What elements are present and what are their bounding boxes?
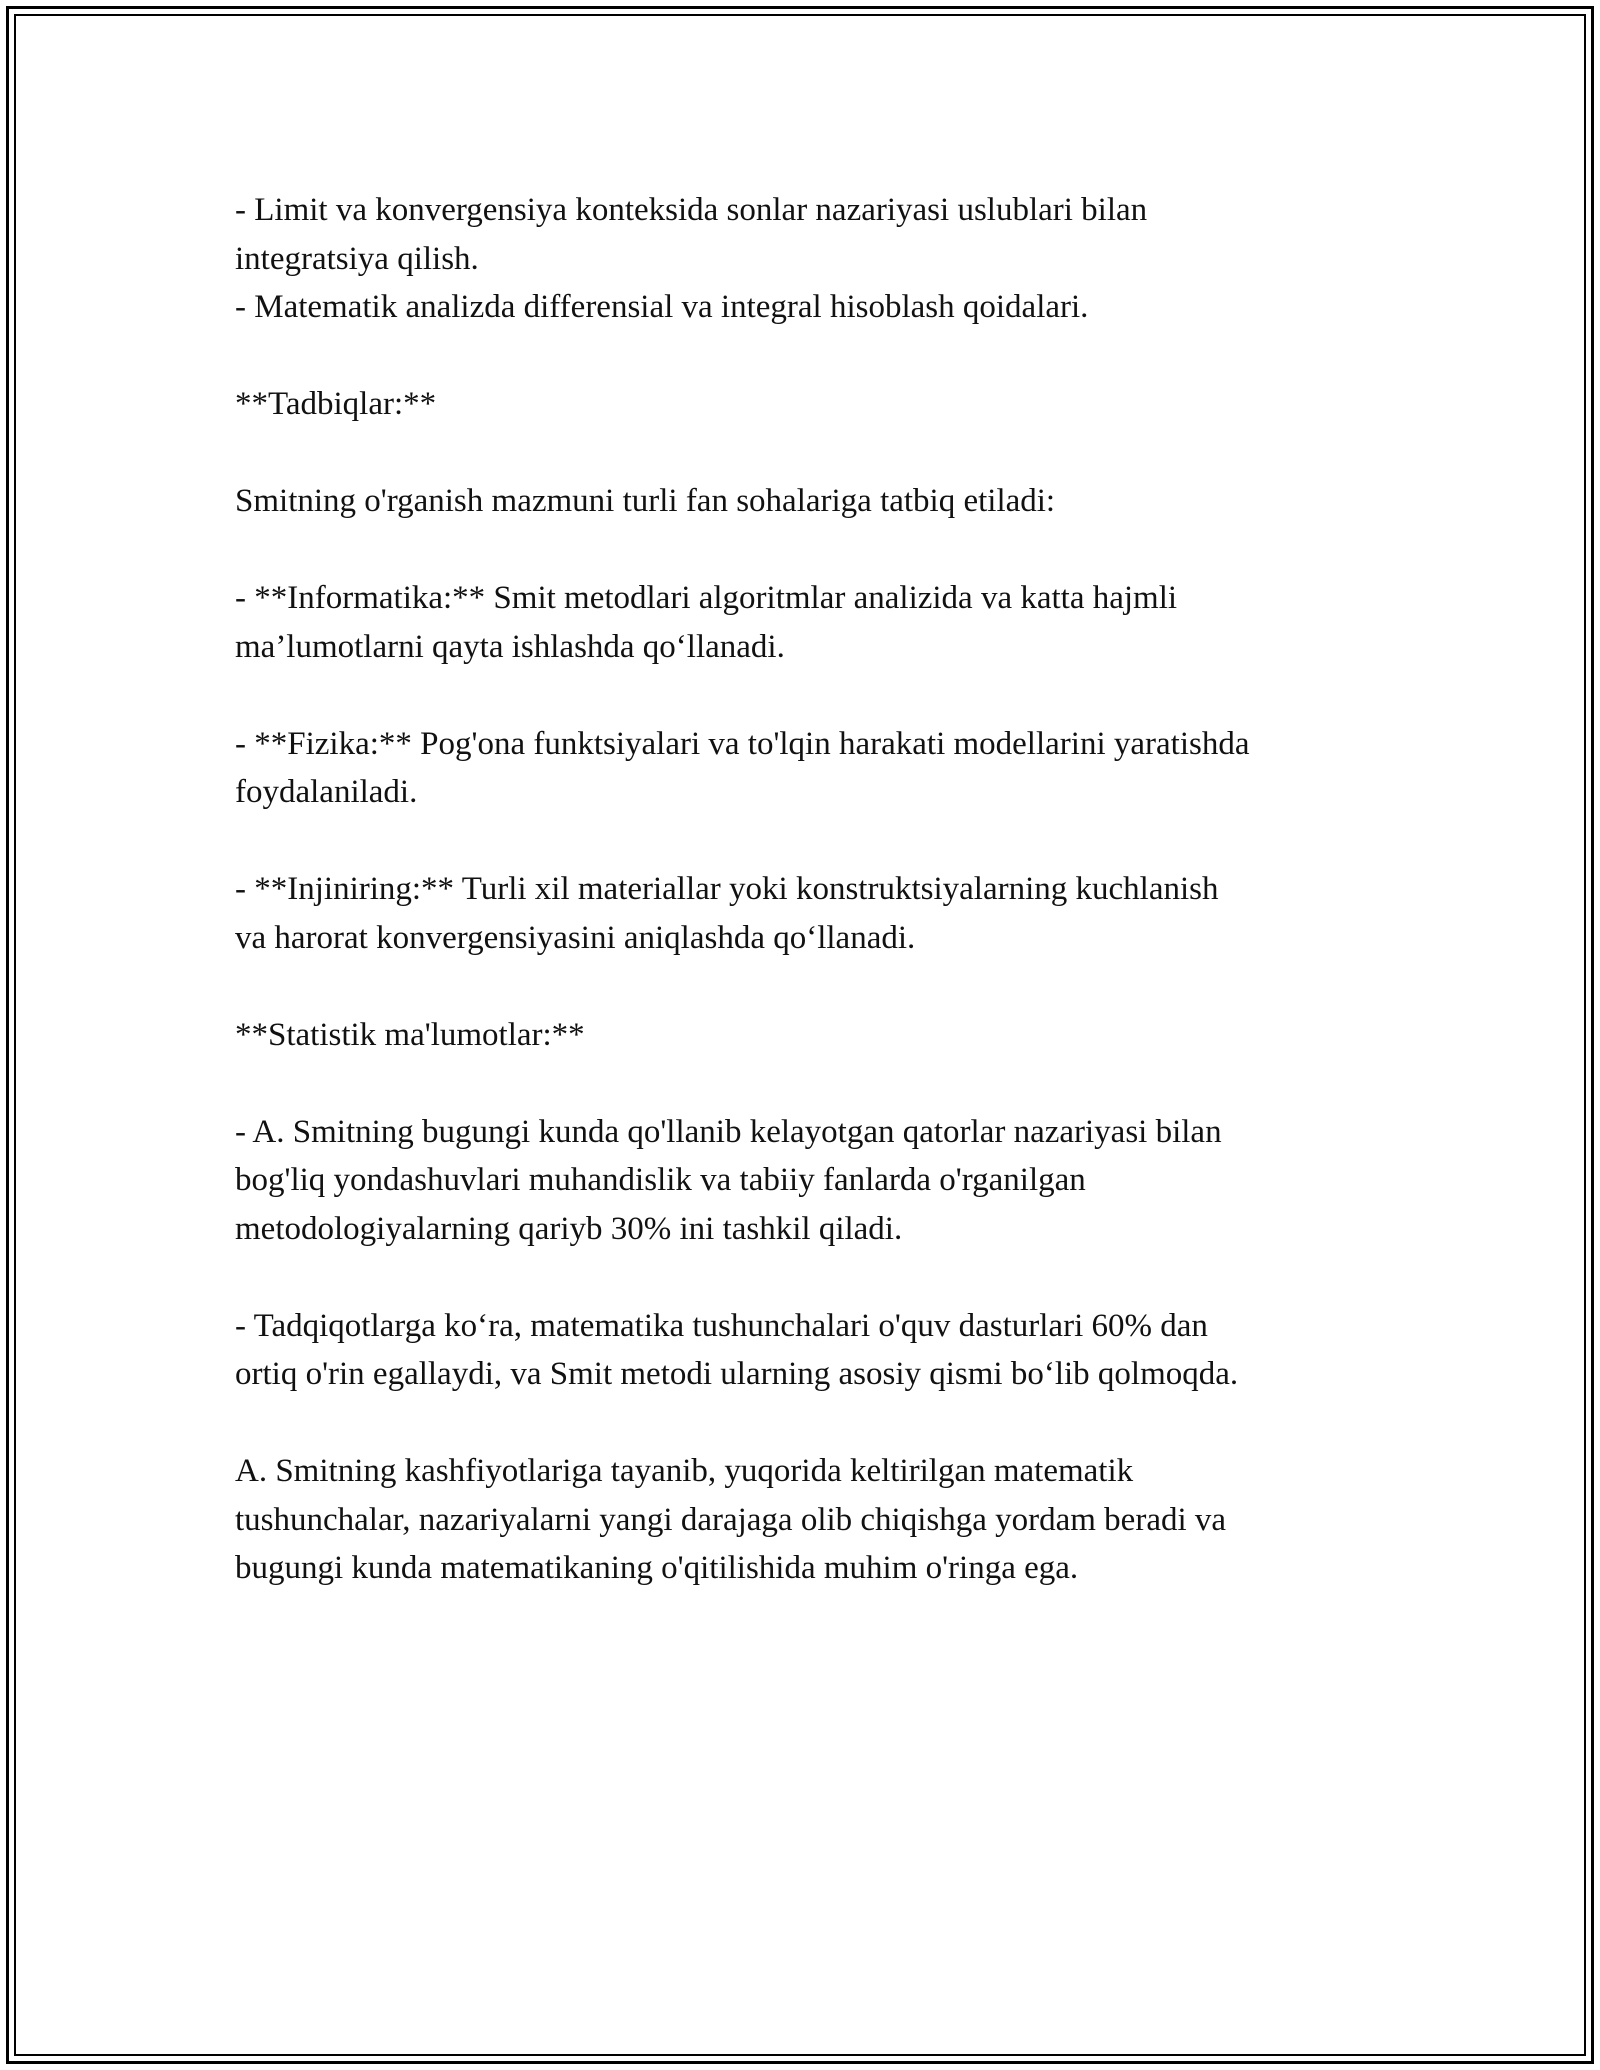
list-item-informatika: - **Informatika:** Smit metodlari algoritmlar analizida va katta hajmli: [235, 580, 1178, 616]
text-line: va harorat konvergensiyasini aniqlashda qo‘llanadi.: [235, 919, 916, 956]
blank-line: [235, 1399, 1385, 1448]
text-line: - Matematik analizda differensial va integral hisoblash qoidalari.: [235, 289, 1089, 325]
blank-line: [235, 1253, 1385, 1302]
list-item-statistic-1: - A. Smitning bugungi kunda qo'llanib kelayotgan qatorlar nazariyasi bilan: [235, 1113, 1222, 1150]
blank-line: [235, 1059, 1385, 1108]
blank-line: [235, 332, 1385, 381]
conclusion-paragraph: A. Smitning kashfiyotlariga tayanib, yuqorida keltirilgan matematik: [235, 1453, 1134, 1489]
blank-line: [235, 429, 1385, 478]
text-line: Smitning o'rganish mazmuni turli fan sohalariga tatbiq etiladi:: [235, 483, 1056, 519]
section-heading-statistik: **Statistik ma'lumotlar:**: [235, 1016, 585, 1053]
list-item-statistic-2: - Tadqiqotlarga ko‘ra, matematika tushunchalari o'quv dasturlari 60% dan: [235, 1307, 1208, 1344]
document-body: [235, 186, 1385, 1593]
blank-line: [235, 817, 1385, 866]
text-line: foydalaniladi.: [235, 774, 418, 810]
text-line: integratsiya qilish.: [235, 240, 479, 277]
text-line: bog'liq yondashuvlari muhandislik va tabiiy fanlarda o'rganilgan: [235, 1162, 1086, 1198]
list-item-injiniring: - **Injiniring:** Turli xil materiallar yoki konstruktsiyalarning kuchlanish: [235, 871, 1219, 907]
section-heading-tadbiqlar: **Tadbiqlar:**: [235, 386, 437, 422]
blank-line: [235, 526, 1385, 575]
text-line: metodologiyalarning qariyb 30% ini tashkil qiladi.: [235, 1210, 903, 1247]
text-line: ortiq o'rin egallaydi, va Smit metodi ularning asosiy qismi bo‘lib qolmoqda.: [235, 1356, 1239, 1392]
text-line: - Limit va konvergensiya konteksida sonlar nazariyasi uslublari bilan: [235, 192, 1148, 228]
blank-line: [235, 962, 1385, 1011]
text-line: ma’lumotlarni qayta ishlashda qo‘llanadi.: [235, 628, 785, 665]
blank-line: [235, 671, 1385, 720]
list-item-fizika: - **Fizika:** Pog'ona funktsiyalari va to'lqin harakati modellarini yaratishda: [235, 725, 1250, 762]
text-line: bugungi kunda matematikaning o'qitilishida muhim o'ringa ega.: [235, 1550, 1079, 1586]
text-line: tushunchalar, nazariyalarni yangi darajaga olib chiqishga yordam beradi va: [235, 1501, 1227, 1538]
